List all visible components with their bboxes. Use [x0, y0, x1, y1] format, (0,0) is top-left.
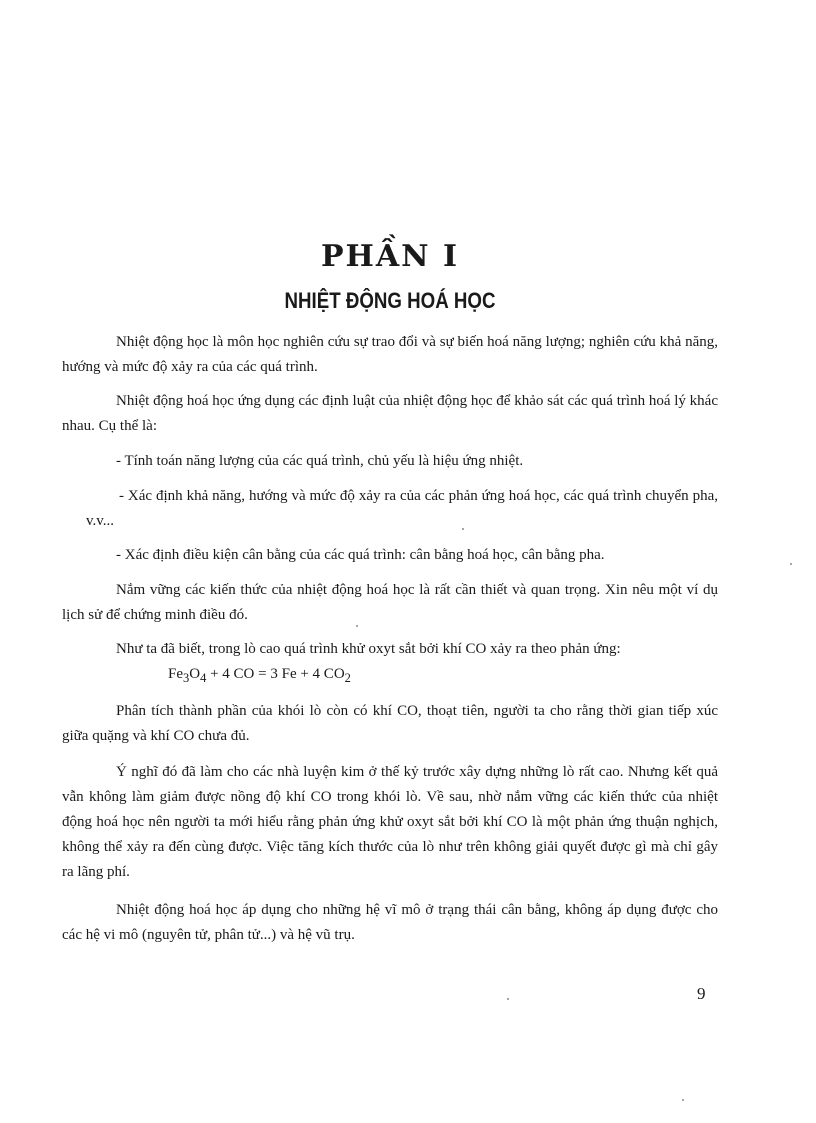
paragraph-analysis: Phân tích thành phần của khói lò còn có khí CO, thoạt tiên, người ta cho rằng thời gian tiếp xúc giữa quặng và khí CO chưa đủ.	[62, 703, 718, 744]
scan-speck	[507, 998, 509, 1000]
scan-speck	[682, 1099, 684, 1101]
page-number: 9	[697, 984, 706, 1003]
formula-fe: Fe	[168, 666, 183, 682]
part-title: PHẦN I	[320, 239, 460, 274]
bullet-equilibrium: - Xác định điều kiện cân bằng của các quá trình: cân bằng hoá học, cân bằng pha.	[116, 547, 605, 563]
paragraph-blast-furnace: Như ta đã biết, trong lò cao quá trình khử oxyt sắt bởi khí CO xảy ra theo phản ứng:	[116, 641, 621, 657]
bullet-energy: - Tính toán năng lượng của các quá trình, chủ yếu là hiệu ứng nhiệt.	[116, 453, 524, 469]
bullet-direction: - Xác định khả năng, hướng và mức độ xảy ra của các phản ứng hoá học, các quá trình chuyển pha, v.v...	[86, 488, 718, 529]
intro-paragraph-2: Nhiệt động hoá học ứng dụng các định luật của nhiệt động học để khảo sát các quá trình hoá lý khác nhau. Cụ thể là:	[62, 393, 718, 434]
intro-paragraph-1: Nhiệt động học là môn học nghiên cứu sự trao đổi và sự biến hoá năng lượng; nghiên cứu khả năng, hướng và mức độ xảy ra của các quá trình.	[62, 334, 718, 375]
formula-rest: + 4 CO = 3 Fe + 4 CO	[206, 666, 345, 682]
scan-speck	[790, 563, 792, 565]
formula-o: O	[189, 666, 201, 682]
chapter-title: NHIỆT ĐỘNG HOÁ HỌC	[284, 288, 496, 313]
scan-speck	[462, 528, 464, 530]
reaction-formula	[168, 662, 351, 691]
paragraph-scope: Nhiệt động hoá học áp dụng cho những hệ vĩ mô ở trạng thái cân bằng, không áp dụng được cho các hệ vi mô (nguyên tử, phân tử...) và hệ vũ trụ.	[62, 902, 718, 943]
formula-subscript-4: 4	[200, 671, 207, 685]
paragraph-history: Ý nghĩ đó đã làm cho các nhà luyện kim ở thế kỷ trước xây dựng những lò rất cao. Nhưng kết quả vẫn không làm giảm được nồng độ khí CO trong khói lò. Về sau, nhờ nắm vững các kiến thức của nhiệt động hoá học nên người ta mới hiểu rằng phản ứng khử oxyt sắt bởi khí CO là một phản ứng thuận nghịch, không thể xảy ra đến cùng được. Việc tăng kích thước của lò như trên không giải quyết được gì mà chỉ gây ra lãng phí.	[62, 764, 718, 880]
paragraph-importance: Nắm vững các kiến thức của nhiệt động hoá học là rất cần thiết và quan trọng. Xin nêu một ví dụ lịch sử để chứng minh điều đó.	[62, 582, 718, 623]
formula-subscript-2: 2	[344, 671, 351, 685]
formula-subscript-3: 3	[183, 671, 190, 685]
scan-speck	[356, 625, 358, 627]
